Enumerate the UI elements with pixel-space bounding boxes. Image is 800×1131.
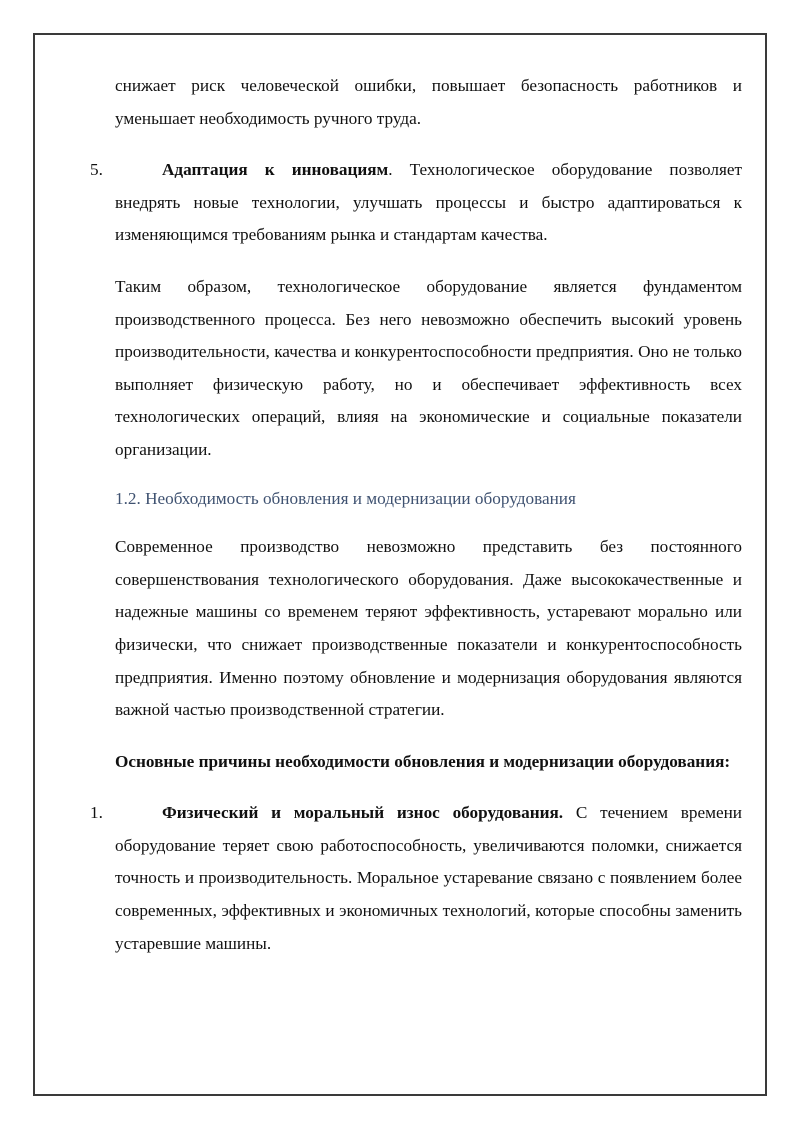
list-item-1: [90, 797, 742, 960]
list-item-text: [115, 797, 742, 960]
paragraph-conclusion: Таким образом, технологическое оборудование является фундаментом производственного процесса. Без него невозможно обеспечить высокий уровень производительности, качества и конкурентоспособности предприятия. Оно не только выполняет физическую работу, но и обеспечивает эффективность всех технологических операций, влияя на экономические и социальные показатели организации.: [115, 276, 742, 459]
list-item-5: [90, 154, 742, 252]
list-number: 5.: [90, 160, 103, 180]
paragraph-modernization: Современное производство невозможно представить без постоянного совершенствования технологического оборудования. Даже высококачественные и надежные машины со временем теряют эффективность, устаревают морально или физически, что снижает производственные показатели и конкурентоспособность предприятия. Именно поэтому обновление и модернизация оборудования являются важной частью производственной стратегии.: [115, 537, 742, 720]
list-item-text: [115, 154, 742, 252]
list-item-title: Адаптация к инновациям: [162, 160, 389, 180]
list-item-body: С течением времени оборудование теряет свою работоспособность, увеличиваются поломки, снижается точность и производительность. Моральное устаревание связано с появлением более современных, эффективных и экономичных технологий, которые способны заменить устаревшие машины.: [115, 803, 742, 953]
list-item-title: Физический и моральный износ оборудования.: [162, 803, 564, 823]
paragraph-continuation: снижает риск человеческой ошибки, повышает безопасность работников и уменьшает необходимость ручного труда.: [115, 76, 742, 128]
list-item-body: . Технологическое оборудование позволяет внедрять новые технологии, улучшать процессы и быстро адаптироваться к изменяющимся требованиям рынка и стандартам качества.: [115, 160, 742, 245]
reasons-heading: Основные причины необходимости обновления и модернизации оборудования:: [115, 751, 731, 771]
section-heading: 1.2. Необходимость обновления и модернизации оборудования: [115, 488, 576, 508]
document-body: [90, 70, 742, 960]
list-number: 1.: [90, 803, 103, 823]
